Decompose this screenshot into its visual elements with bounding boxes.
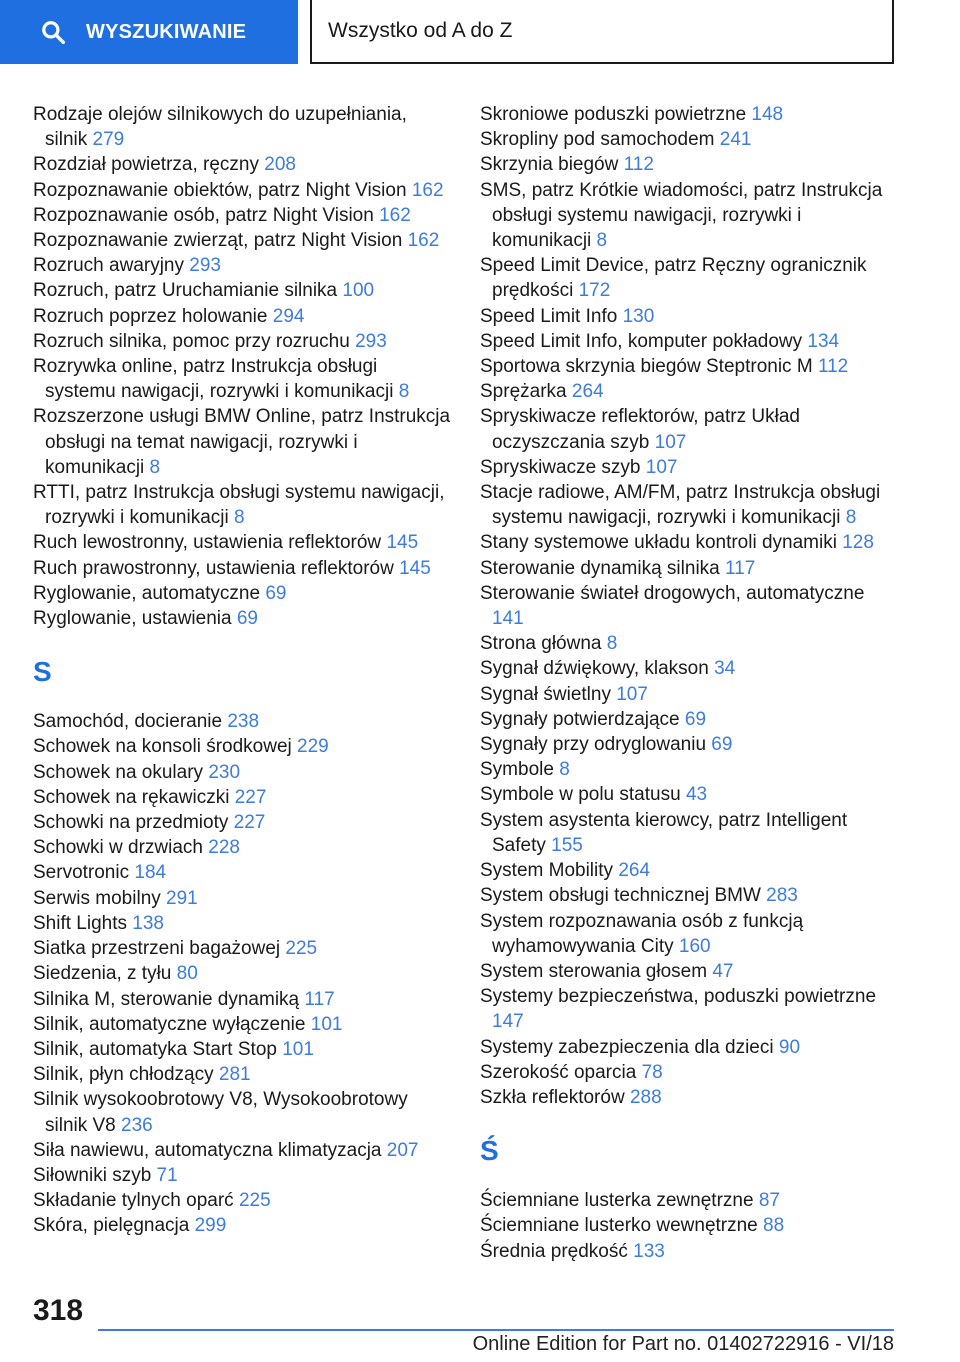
index-entry-text: Symbole w polu statusu [480,784,681,806]
page-link[interactable]: 100 [342,280,375,302]
index-entry-text: Systemy zabezpieczenia dla dzieci [480,1036,774,1058]
page-link[interactable]: 141 [492,608,524,630]
index-entry [480,480,900,530]
index-entry [480,253,900,303]
index-entry-text: Rozpoznawanie obiektów, patrz Night Vision [33,179,407,201]
index-entry-text: Schowek na rękawiczki [33,786,230,808]
index-entry-text: Ściemniane lusterka zewnętrzne [480,1190,754,1212]
page-link[interactable]: 184 [134,862,167,884]
page-link[interactable]: 148 [751,104,784,125]
page-link[interactable]: 162 [411,179,444,201]
page-link[interactable]: 147 [492,1011,524,1033]
index-entry-text: Stany systemowe układu kontroli dynamiki [480,532,837,554]
index-entry [480,707,900,732]
index-entry [33,278,453,303]
index-entry-text: Spryskiwacze szyb [480,456,641,478]
page-link[interactable]: 155 [551,834,583,856]
page-link[interactable]: 80 [176,963,198,985]
index-entry-text: Sprężarka [480,381,567,403]
index-entry-text: Samochód, docieranie [33,711,223,733]
page-number: 318 [33,1294,84,1327]
index-column-right [480,102,900,1264]
index-entry [33,911,453,936]
index-entry [33,810,453,835]
index-entry [480,379,900,404]
page-link[interactable]: 299 [194,1215,227,1237]
index-entry [33,709,453,734]
page-link[interactable]: 69 [711,734,733,756]
page-link[interactable]: 227 [233,812,266,834]
page-link[interactable]: 69 [684,708,707,730]
index-entry-text: Siłowniki szyb [33,1164,152,1186]
index-entry [33,1163,453,1188]
page-link[interactable]: 229 [297,736,329,758]
index-entry [33,304,453,329]
page-link[interactable]: 101 [282,1038,314,1060]
footer-divider [98,1329,894,1331]
page-link[interactable]: 43 [685,784,708,806]
index-entry-text: Rozpoznawanie zwierząt, patrz Night Vision [33,230,403,252]
page-link[interactable]: 230 [208,761,241,783]
page-link[interactable]: 117 [725,557,756,579]
page-link[interactable]: 138 [132,912,164,934]
page-link[interactable]: 107 [654,431,687,453]
index-entry-text: Silnik wysokoobrotowy V8, Wysokoobrotowy silnik V8 [33,1089,408,1136]
index-entry [480,732,900,757]
index-entry-text: Ściemniane lusterko wewnętrzne [480,1215,758,1237]
index-entry-text: Rozrywka online, patrz Instrukcja obsługi systemu nawigacji, rozrywki i komunikacji [33,356,394,403]
index-entry [33,1087,453,1137]
index-entry-text: Rozszerzone usługi BMW Online, patrz Instrukcja obsługi na temat nawigacji, rozrywki i komunikacji [33,406,451,478]
index-entry [480,1060,900,1085]
index-entry [480,909,900,959]
page-link[interactable]: 130 [622,305,655,327]
index-entry-text: Silnik, automatyka Start Stop [33,1038,277,1060]
index-entry [33,329,453,354]
index-entry [480,556,900,581]
index-entry-text: Speed Limit Info, komputer pokładowy [480,330,803,352]
page-link[interactable]: 279 [92,129,125,151]
index-entry-text: Skroniowe poduszki powietrzne [480,104,747,125]
index-entry-text: Schowek na okulary [33,761,204,783]
index-entry [480,808,900,858]
index-entry [480,304,900,329]
index-entry [33,760,453,785]
index-entry [33,203,453,228]
index-entry [33,102,453,152]
index-entry-text: Sygnały przy odryglowaniu [480,734,707,756]
index-entry-text: Sportowa skrzynia biegów Steptronic M [480,356,813,378]
index-entry [33,480,453,530]
index-entry-text: Ryglowanie, ustawienia [33,608,232,630]
index-entry [480,178,900,254]
page-link[interactable]: 71 [156,1164,178,1186]
index-entry-text: Sterowanie dynamiką silnika [480,557,720,579]
index-entry-text: Silnik, automatyczne wyłączenie [33,1013,306,1035]
index-entry [480,984,900,1034]
index-entry [33,886,453,911]
index-entry [33,152,453,177]
page-link[interactable]: 228 [208,837,240,859]
index-entry-text: Rozdział powietrza, ręczny [33,154,259,176]
index-entry [480,782,900,807]
page-link[interactable]: 241 [719,129,752,151]
index-entry [33,228,453,253]
index-entry-text: SMS, patrz Krótkie wiadomości, patrz Instrukcja obsługi systemu nawigacji, rozrywki i komunikacji [480,179,883,252]
index-entry-text: Sygnały potwierdzające [480,708,680,730]
index-column-left [33,102,453,1239]
index-entry [33,354,453,404]
page-link[interactable]: 208 [264,154,296,176]
index-entry [33,581,453,606]
page-link[interactable]: 162 [407,230,440,252]
index-entry [33,556,453,581]
index-entry [480,656,900,681]
index-entry-text: System sterowania głosem [480,960,708,982]
index-entry [33,530,453,555]
index-entry [33,860,453,885]
page-link[interactable]: 112 [817,356,849,378]
page-link[interactable]: 145 [399,557,431,579]
page-link[interactable]: 294 [272,305,305,327]
page-link[interactable]: 134 [807,330,840,352]
index-entry [33,785,453,810]
index-entry-text: Rozruch poprzez holowanie [33,305,268,327]
page-link[interactable]: 145 [386,532,419,554]
footer-edition: Online Edition for Part no. 01402722916 - VI/18 [472,1333,894,1355]
page-link[interactable]: 293 [189,255,221,277]
page-link[interactable]: 207 [386,1139,419,1161]
index-entry-text: Sterowanie świateł drogowych, automatyczne [480,582,865,604]
index-entry [33,961,453,986]
index-entry-text: Siła nawiewu, automatyczna klimatyzacja [33,1139,382,1161]
index-entry [33,734,453,759]
page-link[interactable]: 101 [310,1013,343,1035]
page-link[interactable]: 107 [645,456,678,478]
index-entry-text: Ruch prawostronny, ustawienia reflektorów [33,557,394,579]
index-entry [33,1012,453,1037]
section-heading: S [33,656,52,688]
index-entry [33,987,453,1012]
index-entry-text: Servotronic [33,862,130,884]
index-entry [33,1188,453,1213]
page-link[interactable]: 78 [641,1061,663,1083]
page-link[interactable]: 112 [623,154,654,176]
index-entry-text: Systemy bezpieczeństwa, poduszki powietrzne [480,986,877,1008]
page-link[interactable]: 293 [355,330,387,352]
index-entry [480,1188,900,1213]
page-link[interactable]: 87 [758,1190,780,1212]
index-entry [33,404,453,480]
index-entry-text: Rozruch silnika, pomoc przy rozruchu [33,330,350,352]
page-link[interactable]: 47 [712,960,734,982]
search-button[interactable] [0,0,298,64]
index-entry-text: Rozruch awaryjny [33,255,184,277]
index-entry [480,455,900,480]
index-entry-text: Sygnał dźwiękowy, klakson [480,658,709,680]
page-link[interactable]: 69 [265,582,287,604]
index-entry-text: Rodzaje olejów silnikowych do uzupełniania, silnik [33,104,407,151]
index-entry-text: Silnik, płyn chłodzący [33,1064,214,1086]
search-label: WYSZUKIWANIE [86,20,247,43]
page-link[interactable]: 225 [285,938,318,960]
top-bar [0,0,960,66]
index-entry [33,1213,453,1238]
index-entry [480,883,900,908]
index-entry-text: Skóra, pielęgnacja [33,1215,190,1237]
index-entry-text: Speed Limit Info [480,305,618,327]
page-link[interactable]: 69 [236,608,258,630]
index-entry-text: System Mobility [480,860,614,882]
index-entry [480,530,900,555]
index-entry-text: Siatka przestrzeni bagażowej [33,938,281,960]
search-icon [40,19,66,45]
index-entry-text: System asystenta kierowcy, patrz Intelligent Safety [480,809,848,856]
page-link[interactable]: 8 [149,456,161,478]
index-entry-text: Szkła reflektorów [480,1086,625,1108]
index-entry-text: System rozpoznawania osób z funkcją wyhamowywania City [480,910,804,957]
page-link[interactable]: 162 [379,204,411,226]
index-entry [33,1062,453,1087]
page-link[interactable]: 236 [121,1114,153,1136]
index-entry-text: System obsługi technicznej BMW [480,885,761,907]
index-entry-text: Skropliny pod samochodem [480,129,715,151]
index-entry [480,1085,900,1110]
index-entry-text: RTTI, patrz Instrukcja obsługi systemu nawigacji, rozrywki i komunikacji [33,482,445,529]
index-entry-text: Sygnał świetlny [480,683,611,705]
index-entry-text: Skrzynia biegów [480,154,619,176]
index-entry [480,102,900,127]
index-entry-text: Składanie tylnych oparć [33,1190,234,1212]
page-link[interactable]: 34 [714,658,736,680]
page-title: Wszystko od A do Z [310,0,894,64]
index-entry [480,1035,900,1060]
page-link[interactable]: 291 [166,887,198,909]
index-entry-text: Silnika M, sterowanie dynamiką [33,988,300,1010]
page-link[interactable]: 172 [578,280,611,302]
index-entry-text: Schowki na przedmioty [33,812,229,834]
index-entry [480,682,900,707]
index-entry [480,329,900,354]
page-link[interactable]: 90 [778,1036,801,1058]
page-link[interactable]: 8 [559,759,570,781]
index-entry [480,581,900,631]
index-entry [480,631,900,656]
page-link[interactable]: 128 [842,532,874,554]
page-link[interactable]: 88 [763,1215,785,1237]
index-entry [480,354,900,379]
index-entry-text: Serwis mobilny [33,887,161,909]
index-entry [480,1213,900,1238]
index-entry [480,757,900,782]
index-entry-text: Ryglowanie, automatyczne [33,582,261,604]
index-entry [33,936,453,961]
index-entry [33,178,453,203]
index-entry [480,152,900,177]
page-link[interactable]: 264 [618,860,651,882]
index-entry-text: Stacje radiowe, AM/FM, patrz Instrukcja obsługi systemu nawigacji, rozrywki i komunikacji [480,482,881,529]
page-link[interactable]: 117 [304,988,335,1010]
page-link[interactable]: 160 [678,935,711,957]
page-link[interactable]: 107 [616,683,648,705]
index-entry-text: Symbole [480,759,554,781]
page-link[interactable]: 8 [596,230,608,252]
page-link[interactable]: 133 [633,1240,665,1262]
index-entry-text: Schowek na konsoli środkowej [33,736,292,758]
page-link[interactable]: 225 [238,1190,271,1212]
index-entry [33,835,453,860]
index-entry-text: Shift Lights [33,912,127,934]
page-link[interactable]: 8 [233,507,245,529]
index-entry-text: Ruch lewostronny, ustawienia reflektorów [33,532,382,554]
index-entry-text: Rozpoznawanie osób, patrz Night Vision [33,204,374,226]
page-link[interactable]: 283 [766,885,798,907]
index-entry-text: Szerokość oparcia [480,1061,637,1083]
index-entry [480,127,900,152]
index-entry [480,1239,900,1264]
page-link[interactable]: 264 [571,381,604,403]
page-link[interactable]: 238 [227,711,260,733]
index-entry-text: Średnia prędkość [480,1240,628,1262]
index-entry [33,1037,453,1062]
page-link[interactable]: 8 [398,381,410,403]
index-entry [33,253,453,278]
index-entry [480,858,900,883]
page-link[interactable]: 8 [606,633,618,655]
index-entry-text: Siedzenia, z tyłu [33,963,172,985]
page-link[interactable]: 227 [234,786,267,808]
index-entry [33,1138,453,1163]
index-entry-text: Schowki w drzwiach [33,837,203,859]
page-link[interactable]: 8 [845,507,857,529]
page-link[interactable]: 288 [629,1086,662,1108]
index-entry [480,404,900,454]
page-link[interactable]: 281 [218,1064,251,1086]
index-entry-text: Spryskiwacze reflektorów, patrz Układ oczyszczania szyb [480,406,800,453]
index-entry-text: Strona główna [480,633,602,655]
section-heading: Ś [480,1135,499,1167]
index-entry-text: Rozruch, patrz Uruchamianie silnika [33,280,338,302]
index-entry [33,606,453,631]
index-entry-text: Speed Limit Device, patrz Ręczny ogranicznik prędkości [480,255,867,302]
index-entry [480,959,900,984]
